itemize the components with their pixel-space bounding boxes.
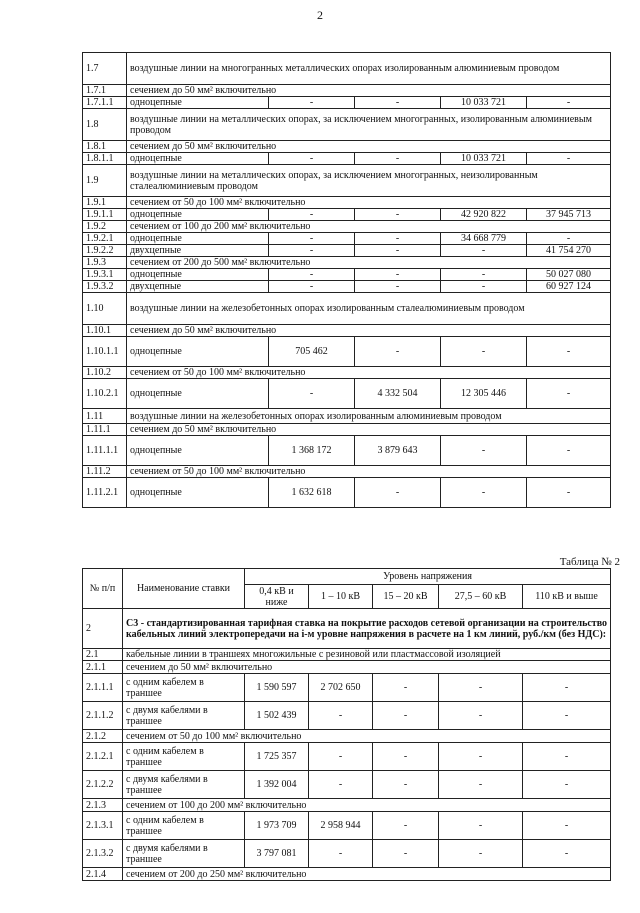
rate-value: - — [355, 233, 441, 245]
row-label: сечением от 200 до 250 мм² включительно — [123, 868, 611, 881]
table-row — [83, 661, 611, 674]
row-label: сечением от 50 до 100 мм² включительно — [123, 730, 611, 743]
header-level: 1 – 10 кВ — [309, 585, 373, 609]
row-label: воздушные линии на железобетонных опорах изолированным сталеалюминиевым проводом — [127, 293, 611, 325]
rate-value: - — [355, 478, 441, 508]
row-number: 1.10.1 — [83, 325, 127, 337]
row-label: воздушные линии на металлических опорах, за исключением многогранных, неизолированным сталеалюминиевым проводом — [127, 165, 611, 197]
rate-value: - — [269, 245, 355, 257]
row-label: сечением до 50 мм² включительно — [127, 424, 611, 436]
table-row — [83, 466, 611, 478]
tariff-table-overhead-lines — [82, 52, 611, 508]
rate-value: - — [439, 812, 523, 840]
table-row — [83, 367, 611, 379]
rate-value: - — [355, 269, 441, 281]
row-label: двухцепные — [127, 281, 269, 293]
rate-value: 1 392 004 — [245, 771, 309, 799]
rate-value: - — [527, 478, 611, 508]
row-number: 2.1.2.2 — [83, 771, 123, 799]
row-label: с одним кабелем в траншее — [123, 674, 245, 702]
row-label: с одним кабелем в траншее — [123, 812, 245, 840]
rate-value: - — [309, 702, 373, 730]
row-label: сечением от 50 до 100 мм² включительно — [127, 367, 611, 379]
row-label: сечением до 50 мм² включительно — [123, 661, 611, 674]
rate-value: - — [269, 97, 355, 109]
row-number: 2.1.3 — [83, 799, 123, 812]
row-label: одноцепные — [127, 233, 269, 245]
row-number: 1.9.3 — [83, 257, 127, 269]
table-row — [83, 245, 611, 257]
table-row — [83, 325, 611, 337]
rate-value: - — [441, 478, 527, 508]
row-label: одноцепные — [127, 269, 269, 281]
rate-value: 2 958 944 — [309, 812, 373, 840]
rate-value: - — [309, 771, 373, 799]
row-number: 2.1.4 — [83, 868, 123, 881]
rate-value: - — [269, 153, 355, 165]
table-row — [83, 649, 611, 661]
rate-value: 1 502 439 — [245, 702, 309, 730]
row-number: 2.1.1.1 — [83, 674, 123, 702]
rate-value: - — [441, 245, 527, 257]
rate-value: - — [355, 281, 441, 293]
table-row — [83, 730, 611, 743]
rate-value: 10 033 721 — [441, 153, 527, 165]
table-row — [83, 293, 611, 325]
table-row — [83, 379, 611, 409]
rate-value: - — [269, 281, 355, 293]
row-label: с двумя кабелями в траншее — [123, 771, 245, 799]
rate-value: - — [269, 269, 355, 281]
rate-value: - — [523, 812, 611, 840]
table-row — [83, 153, 611, 165]
rate-value: 4 332 504 — [355, 379, 441, 409]
rate-value: 34 668 779 — [441, 233, 527, 245]
row-number: 2.1.3.2 — [83, 840, 123, 868]
rate-value: - — [355, 209, 441, 221]
rate-value: 37 945 713 — [527, 209, 611, 221]
rate-value: - — [439, 840, 523, 868]
row-label: с одним кабелем в траншее — [123, 743, 245, 771]
table-row — [83, 868, 611, 881]
row-label: сечением до 50 мм² включительно — [127, 85, 611, 97]
row-number: 1.9.2 — [83, 221, 127, 233]
rate-value: 12 305 446 — [441, 379, 527, 409]
rate-value: - — [527, 337, 611, 367]
row-label: с двумя кабелями в траншее — [123, 702, 245, 730]
rate-value: - — [527, 233, 611, 245]
row-label: сечением от 50 до 100 мм² включительно — [127, 197, 611, 209]
rate-value: - — [441, 281, 527, 293]
row-number: 1.10.1.1 — [83, 337, 127, 367]
table-row — [83, 743, 611, 771]
rate-value: - — [523, 702, 611, 730]
table-row — [83, 197, 611, 209]
rate-value: - — [373, 840, 439, 868]
rate-value: 1 725 357 — [245, 743, 309, 771]
rate-value: 41 754 270 — [527, 245, 611, 257]
row-number: 1.9.1.1 — [83, 209, 127, 221]
row-number: 1.9 — [83, 165, 127, 197]
row-label: сечением от 100 до 200 мм² включительно — [123, 799, 611, 812]
row-label: двухцепные — [127, 245, 269, 257]
row-number: 1.8 — [83, 109, 127, 141]
rate-value: - — [309, 840, 373, 868]
row-label: сечением от 100 до 200 мм² включительно — [127, 221, 611, 233]
row-number: 1.9.2.2 — [83, 245, 127, 257]
rate-value: 10 033 721 — [441, 97, 527, 109]
row-number: 1.11.2 — [83, 466, 127, 478]
table-row — [83, 436, 611, 466]
rate-value: - — [373, 812, 439, 840]
header-level: 110 кВ и выше — [523, 585, 611, 609]
table-row — [83, 674, 611, 702]
rate-value: - — [523, 771, 611, 799]
rate-value: 1 590 597 — [245, 674, 309, 702]
table-row — [83, 337, 611, 367]
row-label: одноцепные — [127, 379, 269, 409]
table-caption: Таблица № 2 — [559, 556, 620, 568]
row-number: 1.11.1.1 — [83, 436, 127, 466]
rate-value: - — [373, 674, 439, 702]
rate-value: - — [309, 743, 373, 771]
row-number: 1.7.1.1 — [83, 97, 127, 109]
rate-value: 3 879 643 — [355, 436, 441, 466]
row-number: 1.8.1 — [83, 141, 127, 153]
rate-value: - — [269, 209, 355, 221]
row-number: 1.9.3.1 — [83, 269, 127, 281]
row-label: сечением от 200 до 500 мм² включительно — [127, 257, 611, 269]
table-row — [83, 702, 611, 730]
rate-value: - — [523, 743, 611, 771]
rate-value: - — [439, 702, 523, 730]
row-number: 1.11 — [83, 409, 127, 424]
table-row — [83, 221, 611, 233]
header-num: № п/п — [83, 569, 123, 609]
row-label: одноцепные — [127, 478, 269, 508]
rate-value: 50 027 080 — [527, 269, 611, 281]
table-row — [83, 771, 611, 799]
header-voltage-group: Уровень напряжения — [245, 569, 611, 585]
row-number: 2.1.3.1 — [83, 812, 123, 840]
rate-value: - — [441, 269, 527, 281]
row-number: 1.11.1 — [83, 424, 127, 436]
rate-value: - — [355, 97, 441, 109]
row-label: одноцепные — [127, 97, 269, 109]
rate-value: - — [439, 771, 523, 799]
row-label: с двумя кабелями в траншее — [123, 840, 245, 868]
row-number: 1.9.3.2 — [83, 281, 127, 293]
header-name: Наименование ставки — [123, 569, 245, 609]
row-number: 1.9.1 — [83, 197, 127, 209]
row-label: воздушные линии на железобетонных опорах изолированным алюминиевым проводом — [127, 409, 611, 424]
rate-value: 705 462 — [269, 337, 355, 367]
tariff-table-cable-lines — [82, 568, 611, 881]
row-label: сечением до 50 мм² включительно — [127, 325, 611, 337]
row-number: 1.10 — [83, 293, 127, 325]
row-label: сечением до 50 мм² включительно — [127, 141, 611, 153]
header-level: 27,5 – 60 кВ — [439, 585, 523, 609]
table-row — [83, 799, 611, 812]
row-number: 2.1.1.2 — [83, 702, 123, 730]
row-label: сечением от 50 до 100 мм² включительно — [127, 466, 611, 478]
rate-value: 2 702 650 — [309, 674, 373, 702]
table-row — [83, 165, 611, 197]
table-row — [83, 812, 611, 840]
rate-value: 60 927 124 — [527, 281, 611, 293]
rate-value: - — [355, 245, 441, 257]
rate-value: 1 368 172 — [269, 436, 355, 466]
rate-value: 42 920 822 — [441, 209, 527, 221]
row-label: кабельные линии в траншеях многожильные с резиновой или пластмассовой изоляцией — [123, 649, 611, 661]
row-label: одноцепные — [127, 436, 269, 466]
rate-value: - — [373, 771, 439, 799]
rate-value: 1 632 618 — [269, 478, 355, 508]
rate-value: - — [439, 743, 523, 771]
row-label: одноцепные — [127, 153, 269, 165]
row-number: 2.1.1 — [83, 661, 123, 674]
table-row — [83, 840, 611, 868]
row-number: 1.7 — [83, 53, 127, 85]
table-row — [83, 97, 611, 109]
section-title: С3 - стандартизированная тарифная ставка на покрытие расходов сетевой организации на строительство кабельных линий электропередачи на i-м уровне напряжения в расчете на 1 км линий, руб./км (без НДС): — [123, 609, 611, 649]
row-number: 2.1 — [83, 649, 123, 661]
rate-value: 1 973 709 — [245, 812, 309, 840]
row-number: 1.10.2 — [83, 367, 127, 379]
rate-value: - — [355, 337, 441, 367]
rate-value: - — [441, 337, 527, 367]
page-number: 2 — [317, 8, 323, 22]
row-number: 1.11.2.1 — [83, 478, 127, 508]
row-label: воздушные линии на металлических опорах, за исключением многогранных, изолированным алюминиевым проводом — [127, 109, 611, 141]
rate-value: - — [527, 97, 611, 109]
table-row — [83, 478, 611, 508]
rate-value: - — [527, 379, 611, 409]
header-level: 0,4 кВ и ниже — [245, 585, 309, 609]
row-number: 1.8.1.1 — [83, 153, 127, 165]
table-row — [83, 233, 611, 245]
table-row — [83, 269, 611, 281]
rate-value: - — [527, 436, 611, 466]
row-label: воздушные линии на многогранных металлических опорах изолированным алюминиевым проводом — [127, 53, 611, 85]
rate-value: - — [523, 674, 611, 702]
table-row — [83, 424, 611, 436]
table-row — [83, 85, 611, 97]
table-row — [83, 257, 611, 269]
row-label: одноцепные — [127, 337, 269, 367]
row-number: 1.9.2.1 — [83, 233, 127, 245]
rate-value: - — [373, 702, 439, 730]
rate-value: - — [269, 233, 355, 245]
row-label: одноцепные — [127, 209, 269, 221]
section-num: 2 — [83, 609, 123, 649]
table-row — [83, 141, 611, 153]
table-row — [83, 281, 611, 293]
rate-value: - — [373, 743, 439, 771]
rate-value: - — [355, 153, 441, 165]
row-number: 2.1.2 — [83, 730, 123, 743]
rate-value: - — [523, 840, 611, 868]
table-row — [83, 109, 611, 141]
row-number: 2.1.2.1 — [83, 743, 123, 771]
table-row — [83, 209, 611, 221]
rate-value: - — [441, 436, 527, 466]
row-number: 1.7.1 — [83, 85, 127, 97]
rate-value: - — [269, 379, 355, 409]
rate-value: - — [439, 674, 523, 702]
row-number: 1.10.2.1 — [83, 379, 127, 409]
rate-value: 3 797 081 — [245, 840, 309, 868]
header-level: 15 – 20 кВ — [373, 585, 439, 609]
table-row — [83, 53, 611, 85]
table-row — [83, 409, 611, 424]
rate-value: - — [527, 153, 611, 165]
